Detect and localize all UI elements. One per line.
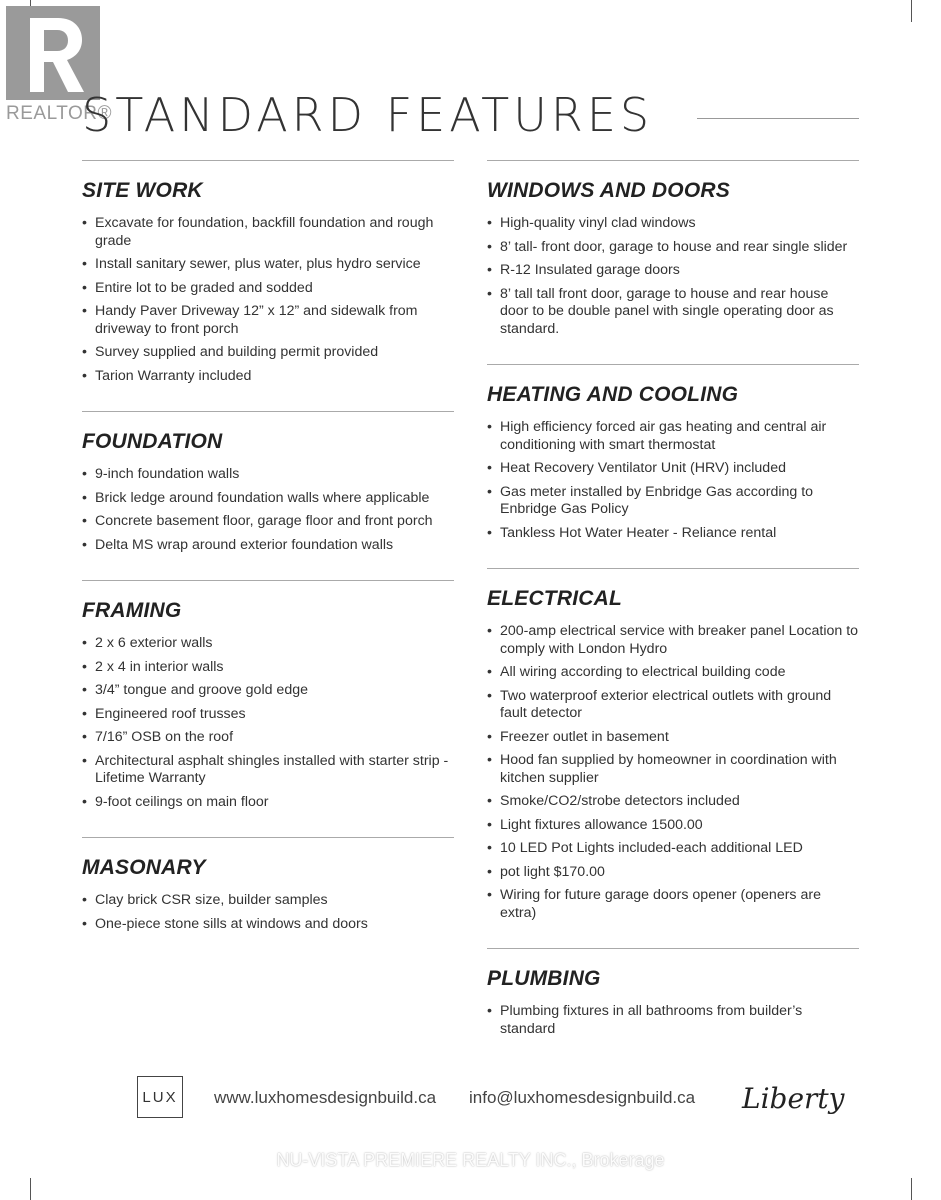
list-item: • 2 x 6 exterior walls: [82, 635, 454, 653]
list-item: • 9-inch foundation walls: [82, 466, 454, 484]
crop-mark: [30, 1178, 31, 1200]
list-item: • 7/16” OSB on the roof: [82, 729, 454, 747]
feature-section: [487, 160, 859, 364]
crop-mark: [911, 0, 912, 22]
list-item: • Entire lot to be graded and sodded: [82, 280, 454, 298]
list-item: • Install sanitary sewer, plus water, plus hydro service: [82, 256, 454, 274]
feature-section: [82, 411, 454, 580]
list-item: • 10 LED Pot Lights included-each additional LED: [487, 840, 859, 858]
feature-list: [487, 419, 859, 542]
lux-logo: LUX: [137, 1076, 183, 1118]
section-heading: MASONARY: [82, 856, 206, 879]
list-item: • 2 x 4 in interior walls: [82, 659, 454, 677]
liberty-logo: [738, 1076, 845, 1124]
feature-section: [487, 568, 859, 948]
list-item: • Delta MS wrap around exterior foundation walls: [82, 537, 454, 555]
section-heading: FRAMING: [82, 599, 182, 622]
feature-list: [487, 623, 859, 922]
realtor-watermark: REALTOR®: [6, 103, 112, 124]
list-item: • 3/4” tongue and groove gold edge: [82, 682, 454, 700]
section-heading: HEATING AND COOLING: [487, 383, 739, 406]
list-item: • Survey supplied and building permit provided: [82, 344, 454, 362]
section-heading: ELECTRICAL: [487, 587, 622, 610]
title-divider: [697, 118, 859, 119]
brokerage-watermark: NU-VISTA PREMIERE REALTY INC., Brokerage: [276, 1150, 665, 1170]
feature-section: [487, 948, 859, 1064]
page-title: STANDARD FEATURES: [82, 88, 654, 142]
section-heading: PLUMBING: [487, 967, 601, 990]
liberty-logo-text: Liberty: [742, 1082, 845, 1115]
list-item: • Tankless Hot Water Heater - Reliance rental: [487, 525, 859, 543]
list-item: • 200-amp electrical service with breaker panel Location to comply with London Hydro: [487, 623, 859, 658]
list-item: • Handy Paver Driveway 12” x 12” and sidewalk from driveway to front porch: [82, 303, 454, 338]
list-item: • Wiring for future garage doors opener (openers are extra): [487, 887, 859, 922]
list-item: • Tarion Warranty included: [82, 368, 454, 386]
list-item: • Excavate for foundation, backfill foundation and rough grade: [82, 215, 454, 250]
list-item: • Engineered roof trusses: [82, 706, 454, 724]
list-item: • pot light $170.00: [487, 864, 859, 882]
list-item: • Smoke/CO2/strobe detectors included: [487, 793, 859, 811]
list-item: • Two waterproof exterior electrical outlets with ground fault detector: [487, 688, 859, 723]
list-item: • Architectural asphalt shingles installed with starter strip - Lifetime Warranty: [82, 753, 454, 788]
list-item: • 8’ tall- front door, garage to house and rear single slider: [487, 239, 859, 257]
realtor-logo-icon: [6, 6, 100, 100]
left-column: [82, 160, 454, 959]
feature-list: [82, 892, 454, 933]
list-item: • One-piece stone sills at windows and doors: [82, 916, 454, 934]
list-item: • Light fixtures allowance 1500.00: [487, 817, 859, 835]
feature-section: [82, 837, 454, 959]
list-item: • Brick ledge around foundation walls where applicable: [82, 490, 454, 508]
feature-list: [487, 1003, 859, 1038]
list-item: • Gas meter installed by Enbridge Gas according to Enbridge Gas Policy: [487, 484, 859, 519]
feature-section: [82, 160, 454, 411]
feature-list: [82, 466, 454, 554]
list-item: • Plumbing fixtures in all bathrooms from builder’s standard: [487, 1003, 859, 1038]
list-item: • R-12 Insulated garage doors: [487, 262, 859, 280]
list-item: • Clay brick CSR size, builder samples: [82, 892, 454, 910]
list-item: • Hood fan supplied by homeowner in coordination with kitchen supplier: [487, 752, 859, 787]
list-item: • High-quality vinyl clad windows: [487, 215, 859, 233]
crop-mark: [911, 1178, 912, 1200]
email-link[interactable]: info@luxhomesdesignbuild.ca: [469, 1088, 696, 1107]
list-item: • High efficiency forced air gas heating and central air conditioning with smart thermostat: [487, 419, 859, 454]
feature-list: [487, 215, 859, 338]
list-item: • 8’ tall tall front door, garage to house and rear house door to be double panel with single operating door as standard.: [487, 286, 859, 339]
feature-section: [82, 580, 454, 837]
section-heading: FOUNDATION: [82, 430, 223, 453]
section-heading: WINDOWS AND DOORS: [487, 179, 730, 202]
section-heading: SITE WORK: [82, 179, 203, 202]
feature-list: [82, 215, 454, 385]
list-item: • All wiring according to electrical building code: [487, 664, 859, 682]
list-item: • Freezer outlet in basement: [487, 729, 859, 747]
website-link[interactable]: www.luxhomesdesignbuild.ca: [214, 1088, 437, 1107]
feature-section: [487, 364, 859, 568]
list-item: • Concrete basement floor, garage floor and front porch: [82, 513, 454, 531]
feature-list: [82, 635, 454, 811]
right-column: [487, 160, 859, 1064]
list-item: • Heat Recovery Ventilator Unit (HRV) included: [487, 460, 859, 478]
list-item: • 9-foot ceilings on main floor: [82, 794, 454, 812]
